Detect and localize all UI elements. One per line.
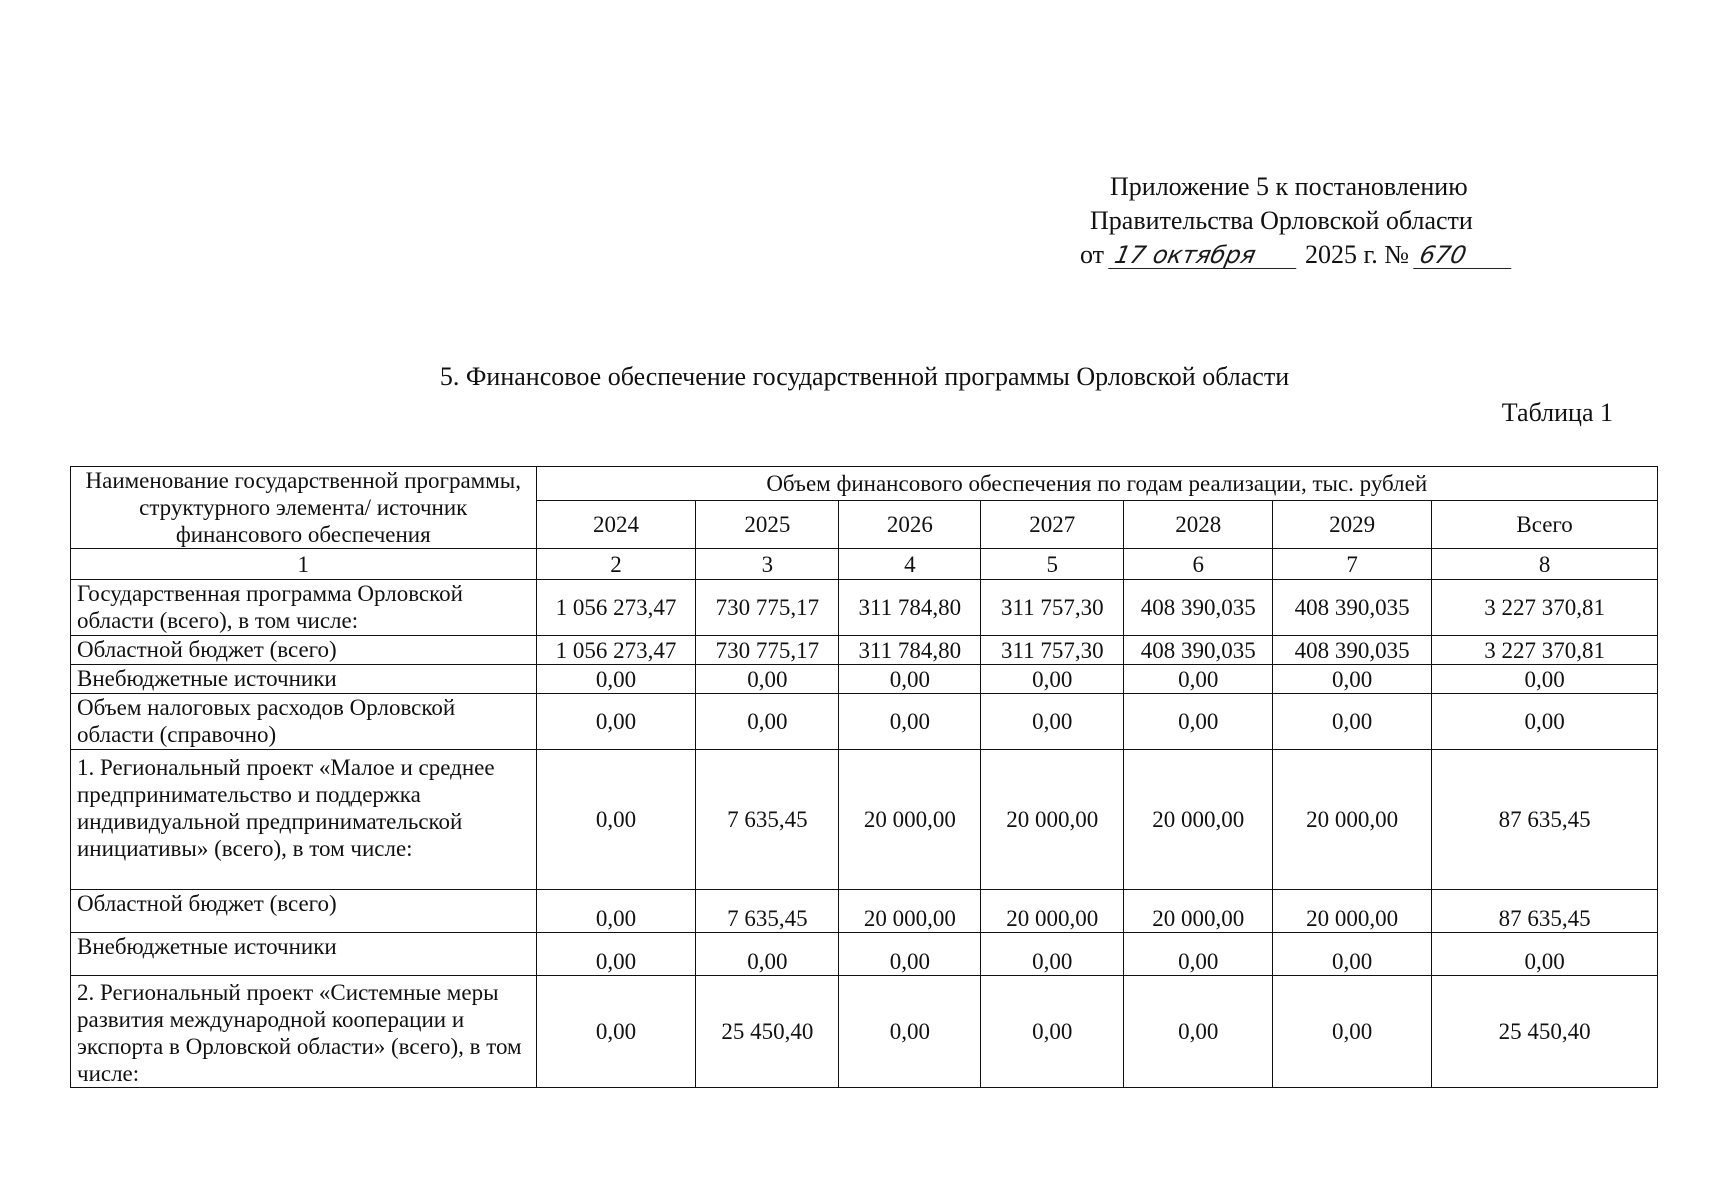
cell-value: 0,00 (981, 976, 1124, 1088)
cell-value: 3 227 370,81 (1432, 580, 1658, 636)
appendix-line-1: Приложение 5 к постановлению (1110, 172, 1468, 201)
table-row (71, 976, 1658, 1088)
column-number: 6 (1124, 549, 1273, 580)
cell-value: 3 227 370,81 (1432, 636, 1658, 665)
name-column-header: Наименование государственной программы, структурного элемента/ источник финансового обеспечения (71, 467, 537, 549)
cell-value: 20 000,00 (839, 890, 981, 933)
cell-value: 25 450,40 (696, 976, 839, 1088)
cell-value: 20 000,00 (1273, 890, 1432, 933)
cell-value: 730 775,17 (696, 636, 839, 665)
column-number: 2 (536, 549, 696, 580)
cell-value: 20 000,00 (1273, 750, 1432, 890)
cell-value: 7 635,45 (696, 890, 839, 933)
cell-value: 0,00 (1273, 976, 1432, 1088)
cell-value: 20 000,00 (839, 750, 981, 890)
cell-value: 311 784,80 (839, 580, 981, 636)
cell-value: 1 056 273,47 (536, 636, 696, 665)
year-header-2025: 2025 (696, 501, 839, 549)
cell-value: 0,00 (839, 933, 981, 976)
year-header-2024: 2024 (536, 501, 696, 549)
table-row (71, 665, 1658, 694)
table-row (71, 636, 1658, 665)
column-number: 7 (1273, 549, 1432, 580)
cell-value: 87 635,45 (1432, 890, 1658, 933)
cell-value: 0,00 (1124, 665, 1273, 694)
cell-value: 0,00 (839, 694, 981, 750)
column-number: 3 (696, 549, 839, 580)
cell-value: 0,00 (536, 665, 696, 694)
group-column-header: Объем финансового обеспечения по годам реализации, тыс. рублей (536, 467, 1658, 501)
table-row (71, 933, 1658, 976)
cell-value: 0,00 (536, 750, 696, 890)
year-header-2029: 2029 (1273, 501, 1432, 549)
total-header: Всего (1432, 501, 1658, 549)
table-row (71, 890, 1658, 933)
column-number: 8 (1432, 549, 1658, 580)
table-row (71, 580, 1658, 636)
cell-value: 0,00 (536, 890, 696, 933)
year-header-2026: 2026 (839, 501, 981, 549)
row-name: Внебюджетные источники (71, 665, 537, 694)
cell-value: 730 775,17 (696, 580, 839, 636)
cell-value: 0,00 (1273, 665, 1432, 694)
appendix-line-3 (1000, 238, 1560, 272)
row-name: 1. Региональный проект «Малое и среднее предпринимательство и поддержка индивидуальной предпринимательской инициативы» (всего), в том числе: (71, 750, 537, 890)
column-number-row (71, 549, 1658, 580)
date-prefix: от (1080, 240, 1105, 269)
cell-value: 0,00 (981, 694, 1124, 750)
cell-value: 408 390,035 (1273, 636, 1432, 665)
appendix-line-2: Правительства Орловской области (1090, 206, 1473, 235)
handwritten-date: 17 октября (1108, 242, 1302, 269)
cell-value: 20 000,00 (981, 750, 1124, 890)
cell-value: 0,00 (536, 976, 696, 1088)
row-name: Областной бюджет (всего) (71, 890, 537, 933)
cell-value: 20 000,00 (981, 890, 1124, 933)
cell-value: 25 450,40 (1432, 976, 1658, 1088)
cell-value: 1 056 273,47 (536, 580, 696, 636)
cell-value: 0,00 (1432, 694, 1658, 750)
cell-value: 311 757,30 (981, 636, 1124, 665)
cell-value: 0,00 (696, 665, 839, 694)
cell-value: 0,00 (1124, 933, 1273, 976)
row-name: Государственная программа Орловской области (всего), в том числе: (71, 580, 537, 636)
table-caption: Таблица 1 (1501, 398, 1613, 427)
column-number: 4 (839, 549, 981, 580)
cell-value: 0,00 (536, 933, 696, 976)
cell-value: 0,00 (981, 933, 1124, 976)
column-number: 1 (71, 549, 537, 580)
cell-value: 0,00 (981, 665, 1124, 694)
cell-value: 408 390,035 (1273, 580, 1432, 636)
year-and-number-label: 2025 г. № (1305, 240, 1410, 269)
cell-value: 20 000,00 (1124, 750, 1273, 890)
table-row (71, 694, 1658, 750)
financing-table (70, 466, 1658, 1088)
cell-value: 0,00 (1432, 665, 1658, 694)
cell-value: 408 390,035 (1124, 580, 1273, 636)
year-header-2028: 2028 (1124, 501, 1273, 549)
row-name: Областной бюджет (всего) (71, 636, 537, 665)
cell-value: 0,00 (839, 976, 981, 1088)
cell-value: 0,00 (1124, 694, 1273, 750)
cell-value: 87 635,45 (1432, 750, 1658, 890)
year-header-2027: 2027 (981, 501, 1124, 549)
column-number: 5 (981, 549, 1124, 580)
handwritten-document-number: 670 (1413, 242, 1517, 269)
cell-value: 311 784,80 (839, 636, 981, 665)
cell-value: 0,00 (1273, 933, 1432, 976)
cell-value: 0,00 (696, 694, 839, 750)
section-title: 5. Финансовое обеспечение государственной программы Орловской области (439, 362, 1290, 391)
row-name: Объем налоговых расходов Орловской области (справочно) (71, 694, 537, 750)
cell-value: 0,00 (1432, 933, 1658, 976)
row-name: Внебюджетные источники (71, 933, 537, 976)
cell-value: 0,00 (839, 665, 981, 694)
cell-value: 0,00 (1124, 976, 1273, 1088)
cell-value: 7 635,45 (696, 750, 839, 890)
cell-value: 0,00 (696, 933, 839, 976)
cell-value: 408 390,035 (1124, 636, 1273, 665)
cell-value: 20 000,00 (1124, 890, 1273, 933)
row-name: 2. Региональный проект «Системные меры развития международной кооперации и экспорта в Орловской области» (всего), в том числе: (71, 976, 537, 1088)
appendix-header (1000, 170, 1560, 272)
table-row (71, 750, 1658, 890)
table-header-row (71, 467, 1658, 501)
cell-value: 0,00 (1273, 694, 1432, 750)
cell-value: 0,00 (536, 694, 696, 750)
cell-value: 311 757,30 (981, 580, 1124, 636)
